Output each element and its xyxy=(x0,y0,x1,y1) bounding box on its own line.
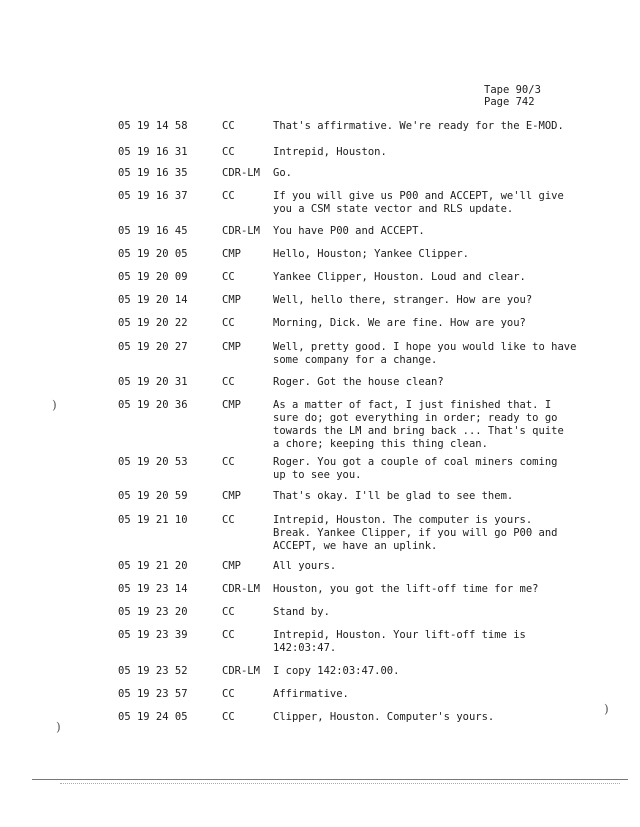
utterance-line: Roger. Got the house clean? xyxy=(273,376,444,388)
timestamp: 05 19 20 53 xyxy=(118,456,188,468)
utterance-line: That's affirmative. We're ready for the E-MOD. xyxy=(273,120,564,132)
utterance-line: Intrepid, Houston. Your lift-off time is xyxy=(273,629,526,641)
utterance xyxy=(273,120,573,133)
speaker: CC xyxy=(222,120,235,132)
timestamp: 05 19 16 45 xyxy=(118,225,188,237)
utterance xyxy=(273,225,573,238)
utterance-line: All yours. xyxy=(273,560,337,572)
utterance xyxy=(273,490,573,503)
utterance-line: Hello, Houston; Yankee Clipper. xyxy=(273,248,469,260)
utterance-line: Well, pretty good. I hope you would like to have xyxy=(273,341,577,353)
timestamp: 05 19 20 36 xyxy=(118,399,188,411)
utterance-line: sure do; got everything in order; ready to go xyxy=(273,412,558,424)
utterance xyxy=(273,271,573,284)
timestamp: 05 19 23 52 xyxy=(118,665,188,677)
timestamp: 05 19 20 31 xyxy=(118,376,188,388)
utterance-line: Break. Yankee Clipper, if you will go P00 and xyxy=(273,527,558,539)
timestamp: 05 19 20 22 xyxy=(118,317,188,329)
timestamp: 05 19 24 05 xyxy=(118,711,188,723)
speaker: CMP xyxy=(222,294,241,306)
utterance xyxy=(273,294,573,307)
speaker: CDR-LM xyxy=(222,225,260,237)
utterance-line: Yankee Clipper, Houston. Loud and clear. xyxy=(273,271,526,283)
timestamp: 05 19 23 14 xyxy=(118,583,188,595)
utterance xyxy=(273,248,573,261)
utterance-line: a chore; keeping this thing clean. xyxy=(273,438,488,450)
utterance xyxy=(273,376,573,389)
utterance-line: Well, hello there, stranger. How are you? xyxy=(273,294,533,306)
utterance-line: I copy 142:03:47.00. xyxy=(273,665,400,677)
utterance-line: towards the LM and bring back ... That's quite xyxy=(273,425,564,437)
utterance-line: some company for a change. xyxy=(273,354,438,366)
timestamp: 05 19 21 20 xyxy=(118,560,188,572)
utterance xyxy=(273,317,573,330)
utterance-line: Roger. You got a couple of coal miners coming xyxy=(273,456,558,468)
utterance xyxy=(273,583,573,596)
utterance-line: Houston, you got the lift-off time for me? xyxy=(273,583,539,595)
timestamp: 05 19 20 14 xyxy=(118,294,188,306)
speaker: CC xyxy=(222,629,235,641)
utterance xyxy=(273,688,573,701)
utterance-line: You have P00 and ACCEPT. xyxy=(273,225,425,237)
timestamp: 05 19 23 39 xyxy=(118,629,188,641)
utterance xyxy=(273,629,573,655)
utterance xyxy=(273,341,577,367)
margin-mark: ) xyxy=(604,702,609,716)
speaker: CC xyxy=(222,271,235,283)
utterance xyxy=(273,190,573,216)
timestamp: 05 19 16 35 xyxy=(118,167,188,179)
page-header xyxy=(484,84,541,108)
utterance xyxy=(273,167,573,180)
timestamp: 05 19 14 58 xyxy=(118,120,188,132)
footer-rule xyxy=(32,779,628,780)
timestamp: 05 19 20 05 xyxy=(118,248,188,260)
timestamp: 05 19 20 27 xyxy=(118,341,188,353)
speaker: CMP xyxy=(222,560,241,572)
utterance-line: 142:03:47. xyxy=(273,642,337,654)
utterance xyxy=(273,665,573,678)
speaker: CC xyxy=(222,146,235,158)
utterance-line: ACCEPT, we have an uplink. xyxy=(273,540,438,552)
utterance-line: Intrepid, Houston. The computer is yours. xyxy=(273,514,533,526)
utterance xyxy=(273,606,573,619)
footer-rule-faint xyxy=(60,783,620,784)
utterance-line: Go. xyxy=(273,167,292,179)
margin-mark: ) xyxy=(56,720,61,734)
utterance-line: Clipper, Houston. Computer's yours. xyxy=(273,711,495,723)
timestamp: 05 19 16 31 xyxy=(118,146,188,158)
utterance-line: you a CSM state vector and RLS update. xyxy=(273,203,514,215)
margin-mark: ) xyxy=(52,398,57,412)
speaker: CC xyxy=(222,190,235,202)
tape-number: Tape 90/3 xyxy=(484,84,541,96)
utterance-line: Stand by. xyxy=(273,606,330,618)
utterance xyxy=(273,456,573,482)
page-number: Page 742 xyxy=(484,96,535,108)
timestamp: 05 19 23 20 xyxy=(118,606,188,618)
utterance-line: Affirmative. xyxy=(273,688,349,700)
utterance xyxy=(273,399,573,451)
speaker: CC xyxy=(222,317,235,329)
utterance xyxy=(273,711,573,724)
speaker: CC xyxy=(222,514,235,526)
speaker: CC xyxy=(222,711,235,723)
utterance xyxy=(273,514,573,553)
speaker: CMP xyxy=(222,399,241,411)
speaker: CC xyxy=(222,606,235,618)
speaker: CDR-LM xyxy=(222,583,260,595)
speaker: CDR-LM xyxy=(222,167,260,179)
speaker: CDR-LM xyxy=(222,665,260,677)
speaker: CC xyxy=(222,688,235,700)
utterance-line: If you will give us P00 and ACCEPT, we'll give xyxy=(273,190,564,202)
utterance-line: Intrepid, Houston. xyxy=(273,146,387,158)
timestamp: 05 19 23 57 xyxy=(118,688,188,700)
speaker: CMP xyxy=(222,341,241,353)
utterance xyxy=(273,560,573,573)
speaker: CMP xyxy=(222,248,241,260)
speaker: CC xyxy=(222,456,235,468)
utterance-line: Morning, Dick. We are fine. How are you? xyxy=(273,317,526,329)
timestamp: 05 19 20 59 xyxy=(118,490,188,502)
timestamp: 05 19 21 10 xyxy=(118,514,188,526)
speaker: CC xyxy=(222,376,235,388)
utterance-line: As a matter of fact, I just finished that. I xyxy=(273,399,552,411)
utterance-line: That's okay. I'll be glad to see them. xyxy=(273,490,514,502)
timestamp: 05 19 16 37 xyxy=(118,190,188,202)
utterance xyxy=(273,146,573,159)
utterance-line: up to see you. xyxy=(273,469,362,481)
timestamp: 05 19 20 09 xyxy=(118,271,188,283)
speaker: CMP xyxy=(222,490,241,502)
